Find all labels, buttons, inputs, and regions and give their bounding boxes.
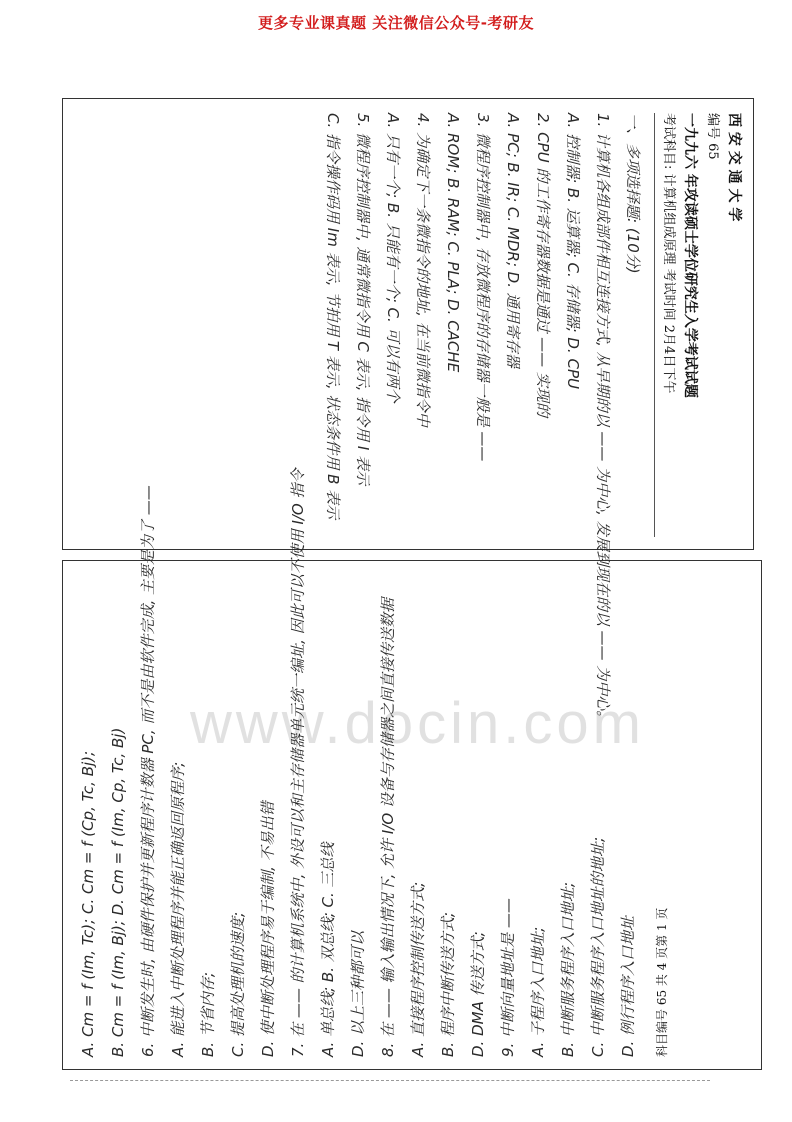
question-line: A. 只有一个; B. 只能有一个; C. 可以有两个 xyxy=(384,113,402,403)
question-line: A. PC; B. IR; C. MDR; D. 通用寄存器 xyxy=(504,113,522,368)
question-line: 6. 中断发生时, 由硬件保护并更新程序计数器 PC, 而不是由软件完成, 主要是为了 —— xyxy=(139,485,157,1057)
question-line: D. 以上三种都可以 xyxy=(349,930,367,1057)
question-line: D. 例行程序入口地址 xyxy=(619,915,637,1057)
school-name: 西 安 交 通 大 学 xyxy=(726,113,742,222)
question-line: D. 使中断处理程序易于编制, 不易出错 xyxy=(259,801,277,1057)
header-banner: 更多专业课真题 关注微信公众号-考研友 xyxy=(258,14,534,32)
question-line: 1. 计算机各组成部件相互连接方式, 从早期的以 —— 为中心, 发展到现在的以 —— 为中心。 xyxy=(594,113,612,726)
question-line: 9. 中断向量地址是 —— xyxy=(499,898,517,1057)
question-line: A. 子程序入口地址; xyxy=(529,926,547,1057)
question-line: 8. 在 —— 输入输出情况下, 允许 I/O 设备与存储器之间直接传送数据 xyxy=(379,598,397,1057)
watermark: www.docin.com xyxy=(190,691,645,756)
scan-noise xyxy=(70,1080,710,1081)
exam-subject: 考试科目: 计算机组成原理 考试时间 2月4日下午 xyxy=(661,113,676,394)
question-line: B. 节省内存; xyxy=(199,972,217,1057)
exam-sheet-page-2 xyxy=(62,468,762,1070)
question-line: 4. 为确定下一条微指令的地址, 在当前微指令中 xyxy=(414,113,432,427)
question-line: D. DMA 传送方式; xyxy=(469,931,487,1057)
question-line: B. Cm = f (Im, Bj); D. Cm = f (Im, Cp, Tc, Bj) xyxy=(109,727,127,1057)
sheet-2-content xyxy=(63,468,763,1071)
question-line: A. 控制器; B. 运算器; C. 存储器; D. CPU xyxy=(564,113,582,389)
question-line: 一、多项选择题: (10分) xyxy=(624,113,642,274)
question-line: A. 直接程序控制传送方式; xyxy=(409,881,427,1057)
question-line: B. 程序中断传送方式; xyxy=(439,912,457,1057)
question-line: 7. 在 —— 的计算机系统中, 外设可以和主存储器单元统一编址, 因此可以不使用 I/O 指令 xyxy=(289,468,307,1057)
question-line: A. ROM; B. RAM; C. PLA; D. CACHE xyxy=(444,113,462,373)
question-line: 2. CPU 的工作寄存器数据是通过 —— 实现的 xyxy=(534,113,552,417)
question-line: C. 中断服务程序入口地址的地址; xyxy=(589,836,607,1057)
header-divider xyxy=(654,113,655,537)
serial-number: 编号 65 xyxy=(705,113,720,160)
question-line: B. 中断服务程序入口地址; xyxy=(559,882,577,1057)
question-line: A. 单总线; B. 双总线; C. 三总线 xyxy=(319,842,337,1057)
question-line: A. 能进入中断处理程序并能正确返回原程序; xyxy=(169,761,187,1057)
question-line: 3. 微程序控制器中, 存放微程序的存储器一般是 —— xyxy=(474,113,492,462)
question-line: C. 指令操作码用 Im 表示, 节拍用 T 表示, 状态条件用 B 表示 xyxy=(324,113,342,520)
question-line: 5. 微程序控制器中, 通常微指令用 C 表示, 指令用 I 表示 xyxy=(354,113,372,486)
exam-title: 一九九六 年攻读硕士学位研究生入学考试试题 xyxy=(682,113,698,398)
page-footer: 科目编号 65 共 4 页第 1 页 xyxy=(655,907,669,1057)
question-line: A. Cm = f (Im, Tc); C. Cm = f (Cp, Tc, Bj); xyxy=(79,750,97,1057)
question-line: C. 提高处理机的速度; xyxy=(229,911,247,1057)
